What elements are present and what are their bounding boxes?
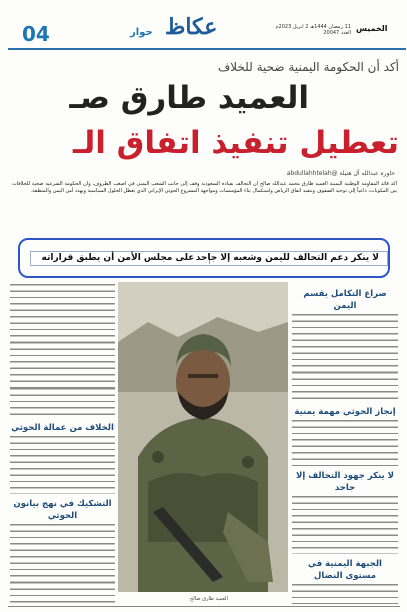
body-text-block	[292, 420, 398, 466]
dateline: 11 رمضان 1444هـ 2 ابريل 2023م العدد 20047	[275, 24, 351, 36]
subhead: التشكيك في نهج بيانون الحوثي	[13, 499, 112, 521]
logo-text: عكاظ	[165, 14, 218, 40]
headline-kicker: أكد أن الحكومة اليمنية ضحية للخلاف	[217, 60, 399, 74]
body-text-block	[10, 284, 115, 342]
masthead	[0, 0, 407, 48]
body-text-block	[10, 388, 115, 418]
issue-day: الخميس	[356, 24, 388, 33]
body-text-block	[292, 372, 398, 402]
subhead: إنجاز الحوثي مهمة يمنية	[294, 407, 396, 417]
section-label: حوار	[130, 27, 153, 38]
pull-quote-left: على مجلس الأمن أن يطبق قراراته	[41, 253, 195, 263]
page-number: 04	[22, 22, 50, 46]
body-text-block	[10, 582, 115, 604]
portrait-photo	[118, 282, 288, 592]
photo-caption: العميد طارق صالح	[190, 596, 228, 602]
masthead-rule	[8, 48, 406, 50]
body-text-block	[292, 496, 398, 554]
body-text-block	[292, 584, 398, 604]
newspaper-logo	[165, 14, 247, 40]
soldier-portrait-illustration	[118, 282, 288, 592]
quote-highlight-outline	[18, 238, 390, 278]
body-text-block	[10, 524, 115, 582]
article-column-right	[292, 284, 398, 604]
subhead: الخلاف من عمالة الحوثي	[11, 423, 114, 433]
article-column-left	[10, 284, 115, 604]
pull-quote-bar	[30, 251, 388, 266]
headline-line-2: تعطيل تنفيذ اتفاق الـ	[73, 125, 399, 161]
body-text-block	[10, 342, 115, 388]
footer-rule	[8, 606, 400, 607]
subhead: الجبهة اليمنية في مستوى النضال	[308, 559, 382, 581]
body-text-block	[10, 436, 115, 494]
body-text-block	[292, 314, 398, 372]
lede-paragraph: أكد قائد المقاومة الوطنية اليمنية العميد طارق محمد عبدالله صالح أن التحالف بقيادة السعودية وقف إلى جانب الشعب اليمني في أصعب الظروف، وأن الحكومة الشرعية ضحية للخلافات بين المكونات، داعياً إلى توحيد الصفوف وتنفيذ اتفاق الرياض واستكمال بناء المؤسسات ومواجهة المشروع الحوثي الإيراني الذي يعطل الحلول السياسية ويهدد أمن اليمن والمنطقة.	[12, 181, 397, 194]
pull-quote-right: لا ينكر دعم التحالف لليمن وشعبه إلا جاحد	[195, 253, 379, 263]
subhead: صراع التكامل يقسم اليمن	[303, 289, 387, 311]
subhead: لا ينكر جهود التحالف إلا جاحد	[296, 471, 394, 493]
headline-line-1: العميد طارق صـ	[69, 80, 309, 116]
byline: حاوره عبدالله آل هتيلة @abdullahhtelah	[286, 170, 395, 177]
